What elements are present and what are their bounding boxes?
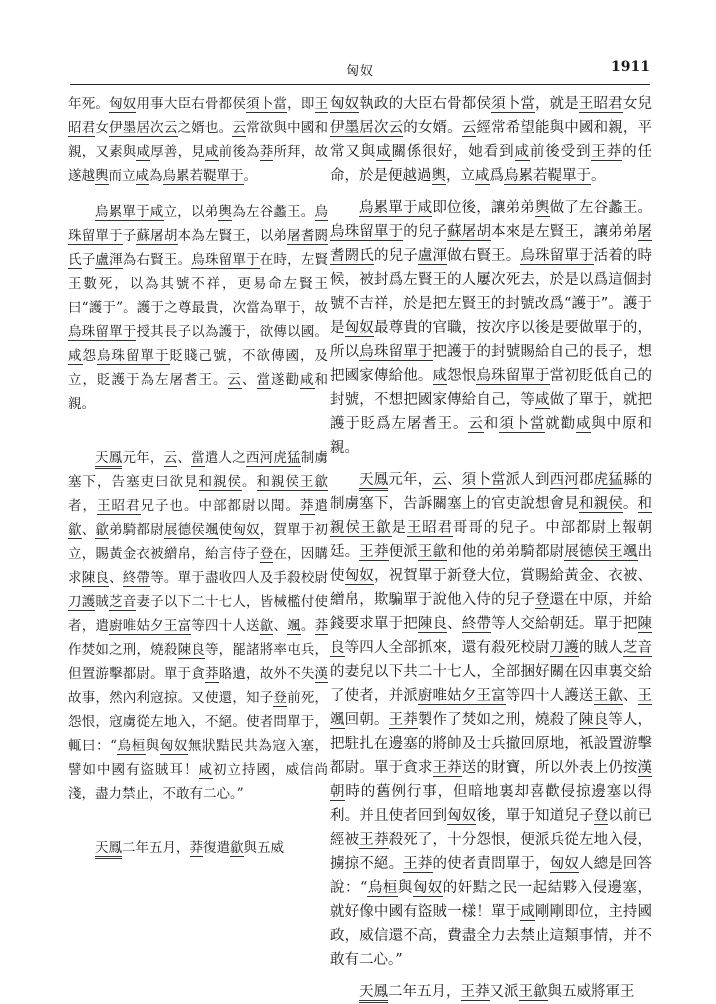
proper-noun: 烏珠留單于 [330, 224, 404, 240]
proper-noun: 王歙 [417, 544, 448, 560]
text-run: 遣 [314, 498, 328, 514]
text-run: 。 [300, 618, 315, 634]
text-run: 派人到 [505, 472, 550, 488]
proper-noun: 颯 [287, 618, 301, 634]
text-run: 還在中原，并給錢要求單于把 [330, 592, 653, 632]
text-run: 、 [81, 522, 96, 538]
proper-noun: 莽 [300, 498, 315, 514]
proper-noun: 王歙 [518, 984, 548, 1000]
proper-noun: 王莽 [591, 144, 623, 160]
text-run: 和 [483, 416, 500, 432]
proper-noun: 屠耆閼氏 [330, 224, 653, 264]
proper-noun: 匈奴 [159, 738, 188, 754]
proper-noun: 匈奴 [412, 880, 443, 896]
text-run: 、 [446, 472, 462, 488]
text-run: 復遣 [203, 840, 230, 856]
text-run: 做了單于，就把護于貶爲左屠耆王。 [330, 392, 653, 432]
text-run: 等人交給朝廷。單于把 [491, 616, 638, 632]
text-run: 和親。 [68, 372, 328, 412]
text-run: 做右賢王。 [447, 248, 521, 264]
proper-noun: 烏珠留單于 [191, 252, 260, 268]
proper-noun: 匈奴 [549, 856, 579, 872]
text-run: 使 [218, 522, 233, 538]
text-run: 、 [177, 450, 192, 466]
text-run: 經常希望能與中國和親，平常又與 [330, 120, 653, 160]
text-run: 的使者責問單于， [432, 856, 550, 872]
text-run: 賂遺，故外不失 [218, 666, 315, 682]
proper-noun: 莽 [314, 618, 329, 634]
proper-noun: 陳良 [578, 712, 609, 728]
proper-noun: 王歙 [300, 474, 328, 490]
text-run: 無狀黠民共為寇入塞，譬如中國有盜賊耳！ [68, 738, 329, 778]
text-run: 怨恨 [447, 368, 477, 384]
proper-noun: 廚唯姑夕王富 [109, 618, 192, 634]
text-run: 前後受到 [529, 144, 592, 160]
text-run: 活着的時候，被封爲左賢王的人屢次死去，於是以爲這個封號不吉祥，於是把左賢王的封號改爲“護于”。護于是 [330, 248, 653, 336]
proper-noun: 刀護 [549, 640, 579, 656]
proper-noun: 西河 [549, 472, 579, 488]
text-run: 之婿也。 [177, 120, 233, 136]
text-run: 與中原和親。 [330, 416, 652, 456]
text-run: 執政的大臣右骨都侯 [359, 96, 492, 112]
text-run: 為左谷蠡王。 [232, 204, 315, 220]
proper-noun: 王莽 [432, 760, 462, 776]
text-run: 所拜，故遂越 [68, 144, 329, 184]
proper-noun: 漢 [314, 666, 329, 682]
text-run: 時的舊例行事，但暗地裏却喜歡侵掠邊塞以得利。并且使者回到 [330, 784, 652, 824]
translation-paragraph [330, 196, 652, 460]
text-run: 、 [109, 570, 123, 586]
text-run: 前後為 [218, 144, 260, 160]
proper-noun: 匈奴 [330, 96, 360, 112]
proper-noun: 盧渾 [417, 248, 448, 264]
classical-paragraph [68, 92, 328, 188]
classical-paragraph [68, 836, 328, 860]
text-run: 作焚如之刑，燒殺 [68, 642, 178, 658]
proper-noun: 咸 [417, 200, 433, 216]
text-run: 送的財寶，所以外表上仍按 [461, 760, 638, 776]
proper-noun: 登 [535, 592, 550, 608]
proper-noun: 莽 [189, 840, 203, 856]
proper-noun: 展德侯 [163, 522, 205, 538]
proper-noun: 王昭君 [68, 96, 329, 136]
text-run: 等人，把駐扎在邊塞的將帥及士兵撤回原地，衹設置游擊都尉。單于貪求 [330, 712, 653, 776]
header-rule [70, 84, 650, 85]
proper-noun: 王颯 [608, 544, 638, 560]
proper-noun: 陳良 [417, 616, 448, 632]
proper-noun: 云 [468, 416, 484, 432]
text-run: 年死。 [68, 96, 110, 112]
text-run: 本來是左賢王，讓弟弟 [491, 224, 638, 240]
text-run: 貶賤己號，不欲傳國，及立，貶護于為左屠耆王。 [68, 348, 328, 388]
proper-noun: 烏珠留單于 [476, 368, 550, 384]
text-run: 為右賢王。 [122, 252, 192, 268]
text-run: 與 [145, 738, 160, 754]
proper-noun: 陳良 [81, 570, 110, 586]
proper-noun: 咸 [514, 144, 530, 160]
proper-noun: 云 [163, 450, 178, 466]
classical-text-column [68, 92, 328, 860]
proper-noun: 颯 [204, 522, 219, 538]
proper-noun: 須卜當 [491, 96, 536, 112]
proper-noun: 咸 [376, 144, 392, 160]
text-run: 與五威將軍王 [547, 984, 635, 1000]
proper-noun: 咸 [520, 904, 536, 920]
proper-noun: 咸 [198, 762, 213, 778]
proper-noun: 陳良 [177, 642, 205, 658]
proper-noun: 當 [191, 450, 205, 466]
text-run: 殺死了，十分怨恨，便派兵從左地入侵，擄掠不絕。 [330, 832, 653, 872]
text-run: 常欲與中國和親，又素與 [68, 120, 329, 160]
proper-noun: 咸 [68, 348, 83, 364]
text-run: 又派 [489, 984, 519, 1000]
text-run: 人總是回答說：“ [330, 856, 653, 896]
proper-noun: 歙 [68, 522, 82, 538]
text-run: 在時，左賢王數死，以為其號不祥，更易命左賢王曰“護于”。護于之尊最貴，次當為單于，故 [68, 252, 329, 316]
proper-noun: 咸 [475, 168, 490, 184]
classical-paragraph [68, 446, 328, 806]
proper-noun: 西河虎猛 [245, 450, 301, 466]
text-run: 即位後，讓弟弟 [432, 200, 535, 216]
text-run: 做了左谷蠡王。 [549, 200, 653, 216]
proper-noun: 咸 [576, 416, 592, 432]
text-run: 二年五月， [122, 840, 190, 856]
text-run: 本為左賢王，以弟 [177, 228, 288, 244]
text-run: 賊 [95, 594, 110, 610]
proper-noun: 和親侯 [256, 474, 300, 490]
text-run: 是 [391, 520, 407, 536]
era-name: 天鳳 [359, 984, 388, 1003]
proper-noun: 須卜當 [246, 96, 288, 112]
proper-noun: 須卜當 [499, 416, 546, 432]
proper-noun: 刀護 [68, 594, 96, 610]
text-run: 、 [273, 618, 288, 634]
text-run: 為 [149, 168, 163, 184]
text-run: 子 [122, 228, 137, 244]
proper-noun: 王昭君 [406, 520, 453, 536]
text-run: 兄子也。中部都尉以聞。 [140, 498, 300, 514]
proper-noun: 須卜當 [461, 472, 506, 488]
proper-noun: 輿 [95, 168, 109, 184]
text-run: 制虜塞下，告塞吏曰欲見 [68, 450, 328, 490]
proper-noun: 歙 [230, 840, 244, 856]
text-run: ，即 [287, 96, 315, 112]
proper-noun: 王莽 [359, 832, 389, 848]
proper-noun: 云 [432, 472, 447, 488]
proper-noun: 咸 [135, 168, 149, 184]
proper-noun: 王颯 [330, 688, 653, 728]
proper-noun: 云 [232, 120, 247, 136]
text-run: ，就是 [535, 96, 579, 112]
proper-noun: 匈奴 [344, 320, 374, 336]
proper-noun: 匈奴 [232, 522, 260, 538]
proper-noun: 虎猛 [593, 472, 623, 488]
proper-noun: 烏桓 [117, 738, 146, 754]
proper-noun: 王歙 [593, 688, 623, 704]
proper-noun: 咸 [535, 392, 550, 408]
proper-noun: 莽 [204, 666, 219, 682]
text-run: 初立持國，威信尚淺，盡力禁止，不敢有二心。” [68, 762, 328, 802]
text-run: 以前已經被 [330, 808, 653, 848]
proper-noun: 烏累若鞮單于 [162, 168, 244, 184]
text-run: ，立 [446, 168, 475, 184]
text-run: 在，因購求 [68, 546, 329, 586]
proper-noun: 輿 [218, 204, 233, 220]
proper-noun: 莽 [259, 144, 274, 160]
text-run: 厚善，見 [150, 144, 205, 160]
text-run: 的賊人 [578, 640, 623, 656]
text-run: 便派 [388, 544, 418, 560]
text-run: 把護于的封號賜給自己的長子，想把國家傳給他。 [330, 344, 653, 384]
proper-noun: 云 [461, 120, 477, 136]
proper-noun: 烏珠留單于 [68, 204, 328, 244]
text-run: ，賀單于初立，賜黃金衣被繒帛，紿言侍子 [68, 522, 329, 562]
text-run: 元年， [388, 472, 433, 488]
proper-noun: 歙 [259, 618, 274, 634]
proper-noun: 盧渾 [95, 252, 123, 268]
text-run: 郡 [578, 472, 594, 488]
text-run: 與 [397, 880, 413, 896]
text-run: 的兒子 [373, 248, 418, 264]
text-run: 等四十人護送 [505, 688, 594, 704]
proper-noun: 輿 [431, 168, 446, 184]
proper-noun: 咸 [149, 204, 164, 220]
era-name: 天鳳 [95, 450, 122, 469]
text-run: 等四十人送 [191, 618, 260, 634]
text-run: 。 [622, 496, 638, 512]
proper-noun: 登 [273, 690, 288, 706]
text-run: 怨 [82, 348, 97, 364]
proper-noun: 咸 [136, 144, 151, 160]
translation-paragraph [330, 468, 652, 972]
text-run: 用事大臣右骨都侯 [136, 96, 247, 112]
proper-noun: 當 [256, 372, 271, 388]
proper-noun: 和親侯 [198, 474, 242, 490]
text-run: 二年五月， [388, 984, 461, 1000]
text-run: 。 [243, 168, 257, 184]
text-run: 當初貶低自己的封號，不想把國家傳給自己，等 [330, 368, 653, 408]
text-run: 而立 [108, 168, 136, 184]
proper-noun: 匈奴 [344, 568, 374, 584]
proper-noun: 終帶 [122, 570, 151, 586]
proper-noun: 烏珠留單于 [359, 344, 433, 360]
proper-noun: 廚唯姑夕王富 [417, 688, 506, 704]
proper-noun: 展德侯 [564, 544, 609, 560]
proper-noun: 和親侯 [578, 496, 623, 512]
proper-noun: 蘇屠胡 [447, 224, 492, 240]
proper-noun: 登 [259, 546, 274, 562]
text-run: 最尊貴的官職，按次序以後是要做單于的，所以 [330, 320, 653, 360]
text-run: 前死，怨恨，寇虜從左地入，不絕。使者問單于，輒曰：“ [68, 690, 329, 754]
page-number: 1911 [611, 59, 650, 75]
translation-paragraph [330, 980, 652, 1004]
era-name: 天鳳 [95, 840, 122, 859]
proper-noun: 烏桓 [367, 880, 398, 896]
translation-paragraph [330, 92, 652, 188]
text-run: 女兒 [622, 96, 653, 112]
proper-noun: 咸 [204, 144, 219, 160]
text-run: 關係很好，她看到 [391, 144, 515, 160]
text-run: 爲 [489, 168, 504, 184]
text-run: 和他的弟弟騎都尉 [447, 544, 565, 560]
text-run: 回朝。 [344, 712, 389, 728]
proper-noun: 芝音 [622, 640, 653, 656]
text-run: 遣人之 [204, 450, 246, 466]
proper-noun: 王莽 [359, 544, 389, 560]
proper-noun: 烏珠留單于 [97, 348, 170, 364]
text-run: ，祝賀單于新登大位，賞賜給黃金、衣被、繒帛，欺騙單于說他入侍的兒子 [330, 568, 653, 608]
proper-noun: 王昭君 [97, 498, 141, 514]
proper-noun: 伊墨居次云 [330, 120, 404, 136]
text-run: 的妻兒以下共二十七人，全部捆好關在囚車裏交給了使者，并派 [330, 664, 652, 704]
text-run: 就勸 [545, 416, 576, 432]
proper-noun: 王莽 [403, 856, 433, 872]
proper-noun: 漢朝 [330, 760, 653, 800]
text-run: 立，以弟 [163, 204, 219, 220]
text-run: 者， [68, 498, 97, 514]
proper-noun: 王莽 [460, 984, 490, 1000]
text-run: 的任命，於是便越過 [330, 144, 652, 184]
proper-noun: 伊墨居次云 [109, 120, 178, 136]
page-header [70, 56, 650, 80]
proper-noun: 登 [593, 808, 609, 824]
proper-noun: 陳良 [330, 616, 653, 656]
proper-noun: 芝音 [109, 594, 137, 610]
text-run: 授其長子以為護于，欲傳以國。 [136, 324, 329, 340]
text-run: 的奸黠之民一起結夥入侵邊塞，就好像中國有盜賊一樣！單于 [330, 880, 653, 920]
text-run: 遂勸 [271, 372, 300, 388]
text-run: 與五威 [243, 840, 284, 856]
running-head: 匈奴 [345, 64, 374, 79]
vernacular-translation-column [330, 92, 652, 1004]
proper-noun: 蘇屠胡 [136, 228, 178, 244]
proper-noun: 歙 [95, 522, 110, 538]
text-run: 妻子以下二十七人，皆械檻付使者，遣 [68, 594, 329, 634]
text-run: 故事，然內利寇掠。又使還，知子 [68, 690, 274, 706]
proper-noun: 烏累單于 [359, 200, 418, 216]
proper-noun: 烏珠留單于 [520, 248, 594, 264]
proper-noun: 云 [227, 372, 242, 388]
text-run: 哥哥的兒子。中部都尉上報朝廷。 [330, 520, 652, 560]
proper-noun: 王莽 [388, 712, 418, 728]
proper-noun: 匈奴 [109, 96, 137, 112]
text-run: 、 [447, 616, 462, 632]
text-run: 弟騎都尉 [109, 522, 164, 538]
proper-noun: 王昭君 [578, 96, 623, 112]
proper-noun: 匈奴 [447, 808, 477, 824]
proper-noun: 烏珠留單于 [68, 324, 137, 340]
text-run: 、 [242, 372, 257, 388]
proper-noun: 咸 [432, 368, 448, 384]
text-run: 等。單于盡收四人及手殺校尉 [150, 570, 329, 586]
text-run: 等，罷諸將率屯兵，但置游擊都尉。單于貪 [68, 642, 329, 682]
era-name: 天鳳 [359, 472, 388, 491]
text-run: 出使 [330, 544, 653, 584]
text-run: 的兒子 [403, 224, 448, 240]
proper-noun: 輿 [534, 200, 550, 216]
text-run: 後，單于知道兒子 [476, 808, 594, 824]
classical-paragraph [68, 200, 328, 416]
proper-noun: 屠耆閼氏 [68, 228, 329, 268]
proper-noun: 烏累若鞮單于 [504, 168, 591, 184]
text-run: 元年， [122, 450, 164, 466]
proper-noun: 和親侯 [330, 496, 653, 536]
text-run: 。 [242, 474, 257, 490]
proper-noun: 終帶 [461, 616, 492, 632]
text-run: 、 [622, 688, 638, 704]
text-run: 的女婿。 [403, 120, 462, 136]
text-run: 剛剛即位，主持國政，威信還不高，費盡全力去禁止這類事情，并不敢有二心。” [330, 904, 653, 968]
proper-noun: 咸 [300, 372, 315, 388]
text-run: 縣的制虜塞下，告訴關塞上的官吏說想會見 [330, 472, 653, 512]
proper-noun: 王歙 [360, 520, 392, 536]
text-run: 等四人全部抓來，還有殺死校尉 [344, 640, 550, 656]
text-run: 女 [95, 120, 110, 136]
proper-noun: 烏累單于 [95, 204, 150, 220]
text-run: 製作了焚如之刑，燒殺了 [417, 712, 579, 728]
text-run: 。 [591, 168, 606, 184]
text-run: 子 [81, 252, 96, 268]
